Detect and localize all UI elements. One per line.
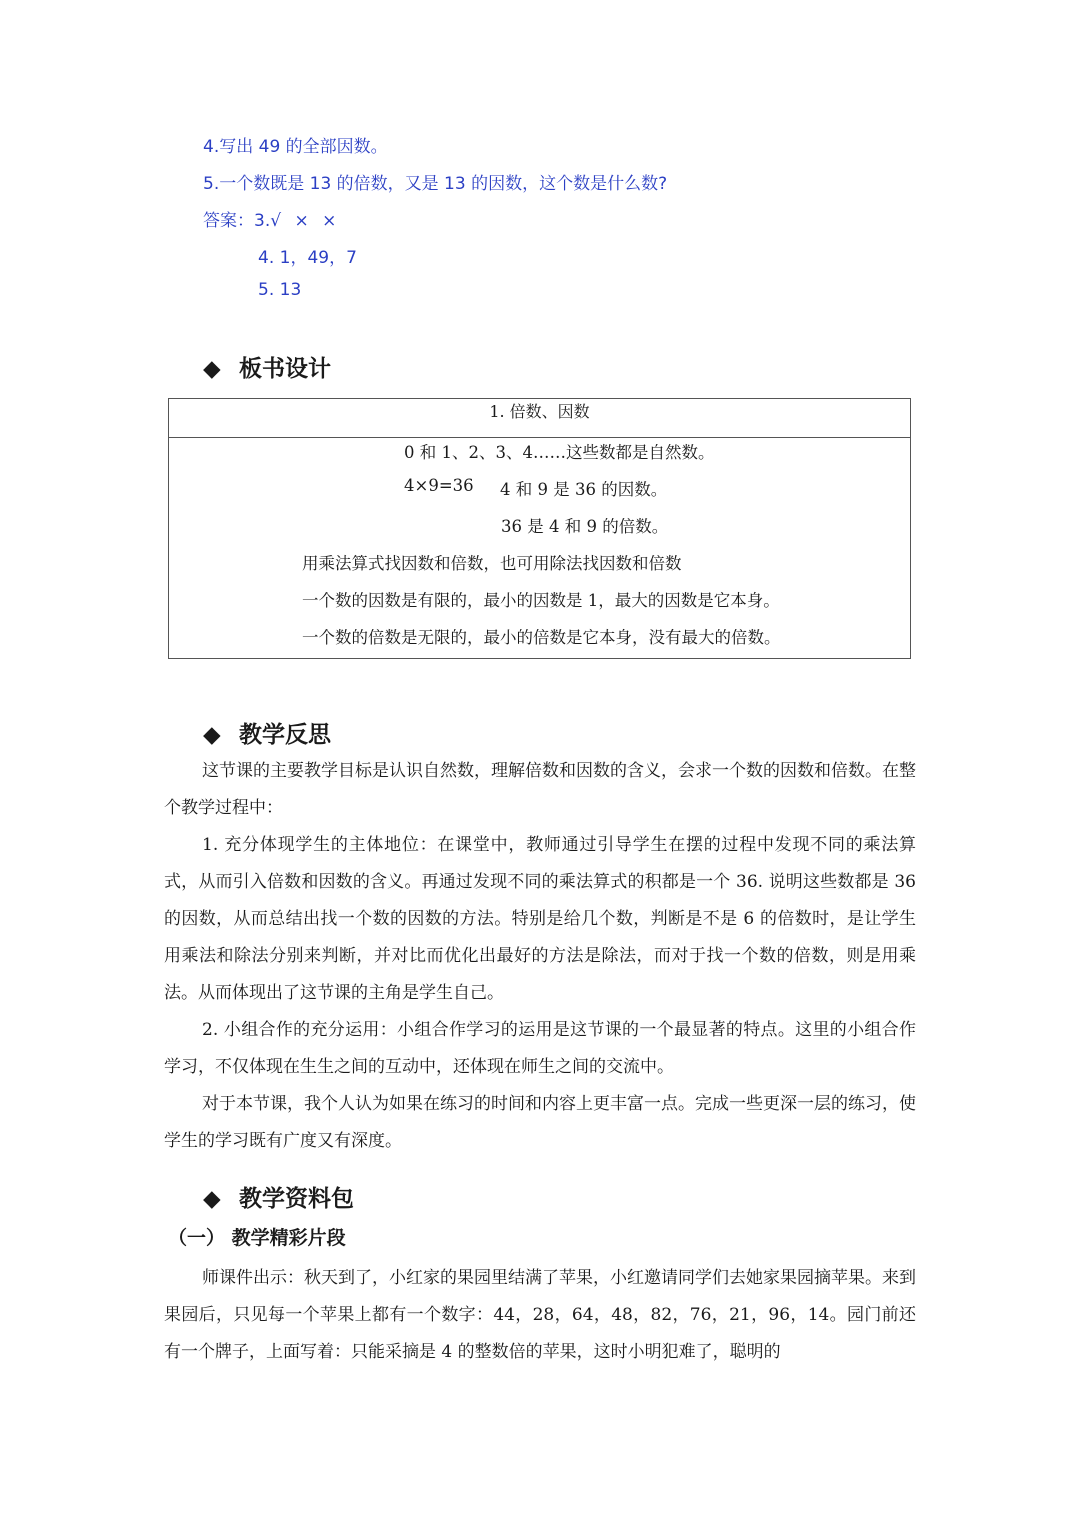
reflection-heading bbox=[203, 716, 331, 749]
reflection-heading-text: 教学反思 bbox=[239, 721, 332, 748]
board-design-box bbox=[168, 398, 911, 659]
board-title: 1. 倍数、因数 bbox=[169, 399, 910, 438]
board-line-2a: 4×9=36 bbox=[404, 476, 474, 495]
reflection-paragraph-1: 这节课的主要教学目标是认识自然数，理解倍数和因数的含义，会求一个数的因数和倍数。在整个教学过程中： bbox=[164, 761, 916, 818]
resources-heading-text: 教学资料包 bbox=[239, 1185, 355, 1212]
answer-4: 4. 1，49，7 bbox=[258, 248, 357, 268]
reflection-paragraph-2: 1. 充分体现学生的主体地位：在课堂中，教师通过引导学生在摆的过程中发现不同的乘法算式，从而引入倍数和因数的含义。再通过发现不同的乘法算式的积都是一个 36. 说明这些数都是 36 的因数，从而总结出找一个数的因数的方法。特别是给几个数，判断是不是 6 的倍数时，是让学生用乘法和除法分别来判断，并对比而优化出最好的方法是除法，而对于找一个数的倍数，则是用乘法。从而体现出了这节课的主角是学生自己。 bbox=[164, 835, 916, 1003]
diamond-bullet-icon: ◆ bbox=[203, 1185, 221, 1212]
resources-body bbox=[164, 1260, 916, 1371]
answer-label: 答案：3.√ × × bbox=[203, 211, 337, 231]
board-line-3: 36 是 4 和 9 的倍数。 bbox=[501, 517, 669, 536]
board-line-4: 用乘法算式找因数和倍数，也可用除法找因数和倍数 bbox=[302, 554, 682, 573]
diamond-bullet-icon: ◆ bbox=[203, 355, 221, 382]
diamond-bullet-icon: ◆ bbox=[203, 721, 221, 748]
board-line-5: 一个数的因数是有限的，最小的因数是 1，最大的因数是它本身。 bbox=[302, 591, 780, 610]
exercise-q5: 5.一个数既是 13 的倍数，又是 13 的因数，这个数是什么数? bbox=[203, 174, 668, 194]
reflection-paragraph-4: 对于本节课，我个人认为如果在练习的时间和内容上更丰富一点。完成一些更深一层的练习，使学生的学习既有广度又有深度。 bbox=[164, 1094, 916, 1151]
board-line-1: 0 和 1、2、3、4……这些数都是自然数。 bbox=[404, 443, 715, 462]
answer-5: 5. 13 bbox=[258, 280, 302, 300]
reflection-body bbox=[164, 753, 916, 1160]
board-design-heading bbox=[203, 350, 331, 383]
resources-subheading: （一） 教学精彩片段 bbox=[168, 1227, 346, 1249]
board-design-heading-text: 板书设计 bbox=[239, 355, 332, 382]
exercise-q4: 4.写出 49 的全部因数。 bbox=[203, 137, 388, 157]
reflection-paragraph-3: 2. 小组合作的充分运用：小组合作学习的运用是这节课的一个最显著的特点。这里的小组合作学习，不仅体现在生生之间的互动中，还体现在师生之间的交流中。 bbox=[164, 1020, 916, 1077]
board-line-2b: 4 和 9 是 36 的因数。 bbox=[500, 480, 668, 499]
board-line-6: 一个数的倍数是无限的，最小的倍数是它本身，没有最大的倍数。 bbox=[302, 628, 781, 647]
resources-heading bbox=[203, 1180, 354, 1213]
resources-paragraph-1: 师课件出示：秋天到了，小红家的果园里结满了苹果，小红邀请同学们去她家果园摘苹果。来到果园后，只见每一个苹果上都有一个数字：44，28，64，48，82，76，21，96，14。园门前还有一个牌子，上面写着：只能采摘是 4 的整数倍的苹果，这时小明犯难了，聪明的 bbox=[164, 1268, 916, 1362]
